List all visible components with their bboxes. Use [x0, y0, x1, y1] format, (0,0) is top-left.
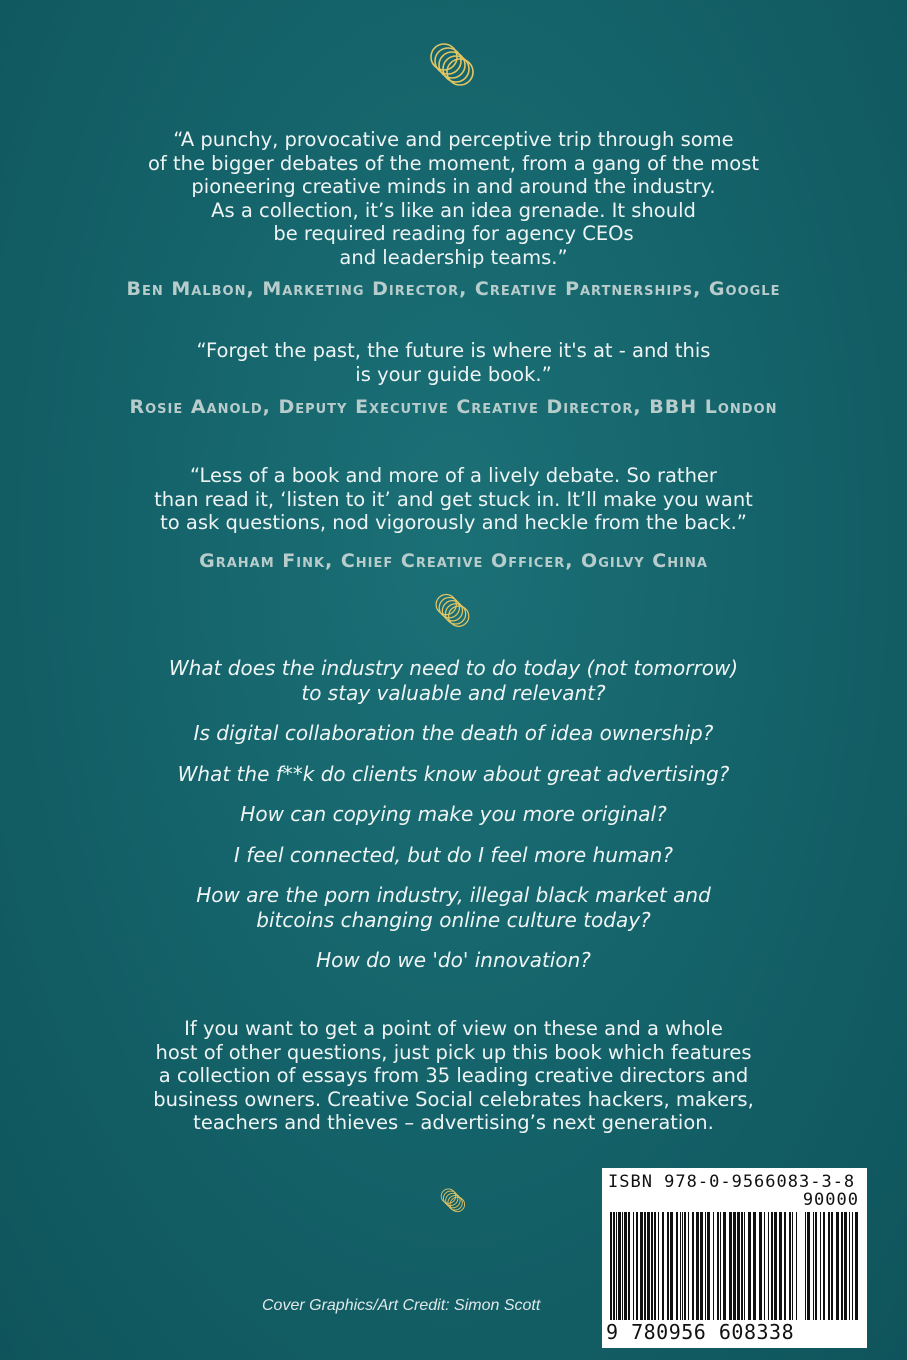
quote-line: “Less of a book and more of a lively debate. So rather [190, 464, 717, 487]
barcode-bar [717, 1212, 719, 1320]
barcode-bar [741, 1212, 743, 1320]
barcode-bar [789, 1212, 791, 1320]
quote-line: “A punchy, provocative and perceptive trip through some [173, 128, 734, 151]
barcode-bar [815, 1212, 817, 1320]
rings-emblem-icon [433, 590, 475, 630]
barcode-bar [720, 1212, 721, 1320]
barcode-bar [807, 1212, 810, 1320]
quote-attribution: Ben Malbon, Marketing Director, Creative Partnerships, Google [126, 278, 781, 300]
barcode-bar [771, 1212, 773, 1320]
barcode-bar [633, 1212, 634, 1320]
quote-line: pioneering creative minds in and around the industry. [191, 175, 716, 198]
barcode-bar [813, 1212, 814, 1320]
question-item: What the f**k do clients know about great advertising? [177, 761, 730, 786]
question-list [60, 656, 847, 989]
barcode-bar [662, 1212, 664, 1320]
barcode-bar [654, 1212, 656, 1320]
rings-emblem-icon [427, 40, 481, 88]
barcode-bar [748, 1212, 751, 1320]
quote-attribution: Rosie Aanold, Deputy Executive Creative Director, BBH London [129, 396, 778, 418]
quote-block [60, 128, 847, 269]
question-item: Is digital collaboration the death of idea ownership? [193, 721, 714, 745]
quote-attribution: Graham Fink, Chief Creative Officer, Ogilvy China [199, 550, 708, 572]
barcode-bar [823, 1212, 825, 1320]
quote-line: is your guide book.” [355, 362, 552, 386]
barcode-bar [670, 1212, 673, 1320]
question-item: I feel connected, but do I feel more human? [234, 842, 673, 867]
barcode-bar [831, 1212, 833, 1320]
barcode-bar [700, 1212, 703, 1320]
barcode-bar [636, 1212, 638, 1320]
barcode-bar [844, 1212, 847, 1320]
barcode-bar [640, 1212, 643, 1320]
barcode-bar [729, 1212, 732, 1320]
barcode-bar [616, 1212, 617, 1320]
barcode-bar [841, 1212, 843, 1320]
barcode-bar [622, 1212, 623, 1320]
quote-line: of the bigger debates of the moment, from a gang of the most [147, 151, 760, 175]
barcode-bar [644, 1212, 646, 1320]
quote-line: be required reading for agency CEOs [273, 222, 634, 245]
barcode-bar [651, 1212, 653, 1320]
barcode-bar [820, 1212, 821, 1320]
barcode-bars [610, 1212, 800, 1320]
quote-line: than read it, ‘listen to it’ and get stuck in. It’ll make you want [154, 487, 753, 511]
barcode-bar [852, 1212, 853, 1320]
barcode-bar [696, 1212, 699, 1320]
art-credit: Cover Graphics/Art Credit: Simon Scott [262, 1297, 541, 1314]
barcode-bar [610, 1212, 612, 1320]
isbn-barcode [602, 1168, 867, 1348]
barcode-bar [684, 1212, 686, 1320]
barcode-bar [624, 1212, 627, 1320]
barcode-bar [707, 1212, 710, 1320]
quote-line: “Forget the past, the future is where it's at - and this [196, 339, 711, 362]
barcode-bar [618, 1212, 621, 1320]
question-item: How can copying make you more original? [240, 802, 667, 826]
barcode-bar [759, 1212, 762, 1320]
barcode-bar [688, 1212, 689, 1320]
addon-bars [805, 1212, 859, 1320]
barcode-bar [779, 1212, 782, 1320]
barcode-bar [805, 1212, 806, 1320]
barcode-bar [680, 1212, 681, 1320]
barcode-bar [737, 1212, 740, 1320]
barcode-bar [792, 1212, 793, 1320]
barcode-bar [628, 1212, 630, 1320]
barcode-bar [764, 1212, 765, 1320]
quote-line: As a collection, it’s like an idea grenade. It should [211, 198, 696, 222]
barcode-bar [682, 1212, 683, 1320]
barcode-bar [774, 1212, 777, 1320]
quote-block [60, 464, 847, 535]
quote-block [60, 339, 847, 386]
barcode-bar [753, 1212, 756, 1320]
barcode-bar [723, 1212, 726, 1320]
barcode-bar [784, 1212, 786, 1320]
barcode-bar [744, 1212, 745, 1320]
barcode-bar [658, 1212, 659, 1320]
barcode-bar [796, 1212, 797, 1320]
barcode-digits: 9 780956 608338 [606, 1320, 795, 1344]
barcode-bar [836, 1212, 839, 1320]
barcode-bar [647, 1212, 650, 1320]
question-item: How are the porn industry, illegal black market and bitcoins changing online culture today? [196, 883, 711, 932]
isbn-number: ISBN 978-0-9566083-3-8 [608, 1172, 856, 1192]
barcode-bar [849, 1212, 850, 1320]
book-description: If you want to get a point of view on these and a whole host of other questions, just pick up this book which features a collection of essays from 35 leading creative directors and business owners. Creative Social celebrates hackers, makers, teachers and thieves – advertising’s next generation. [153, 1017, 754, 1134]
quote-line: and leadership teams.” [339, 245, 568, 269]
barcode-bar [705, 1212, 706, 1320]
barcode-bar [828, 1212, 830, 1320]
barcode-bar [733, 1212, 736, 1320]
quote-line: to ask questions, nod vigorously and heckle from the back.” [160, 511, 747, 534]
barcode-bar [768, 1212, 769, 1320]
barcode-bar [692, 1212, 694, 1320]
barcode-bar [713, 1212, 714, 1320]
barcode-bar [613, 1212, 615, 1320]
price-addon-number: 90000 [802, 1190, 859, 1210]
barcode-bar [667, 1212, 669, 1320]
barcode-bar [676, 1212, 678, 1320]
rings-emblem-icon [439, 1186, 469, 1214]
question-item: How do we 'do' innovation? [316, 948, 591, 972]
barcode-bar [855, 1212, 858, 1320]
question-item: What does the industry need to do today (not tomorrow) to stay valuable and relevant? [168, 656, 739, 705]
